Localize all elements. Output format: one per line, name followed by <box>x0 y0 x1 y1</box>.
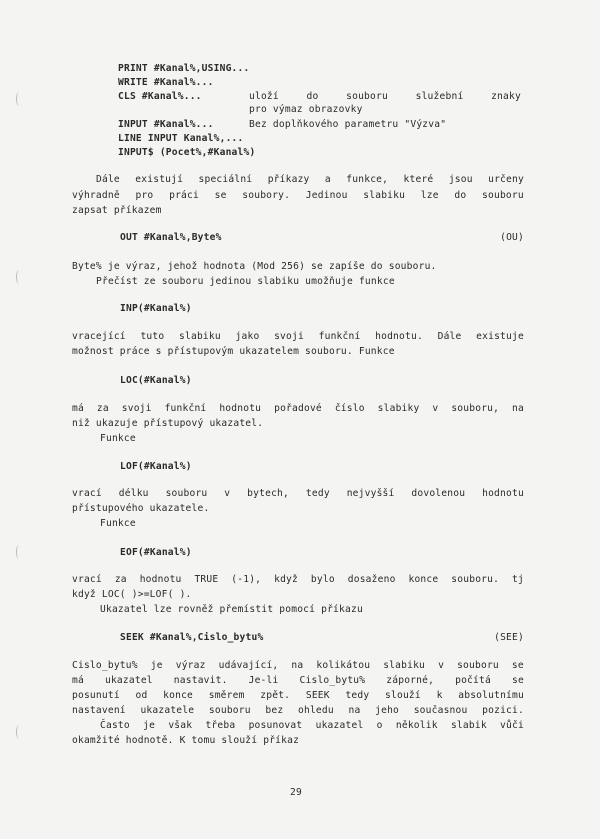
word: znaky <box>491 91 521 102</box>
word: na <box>348 705 361 716</box>
paragraph-line <box>72 675 524 687</box>
word: které <box>403 174 434 185</box>
word: souboru. <box>451 574 500 585</box>
word: vůči <box>500 720 524 731</box>
paragraph-line <box>100 720 524 732</box>
word: za <box>114 574 127 585</box>
code-description: Bez doplňkového parametru "Výzva" <box>249 119 447 130</box>
code-line: INPUT #Kanal%... <box>118 119 214 130</box>
word: SEEK <box>305 690 330 701</box>
paragraph-line <box>72 660 524 672</box>
word: jeho <box>375 705 400 716</box>
word: se <box>511 675 524 686</box>
word: nastavení <box>72 705 126 716</box>
word: pozici. <box>482 705 524 716</box>
word: hodnotu <box>219 403 262 414</box>
word: slouží <box>385 690 421 701</box>
word: jsou <box>448 174 473 185</box>
word: existuje <box>476 331 524 342</box>
page-number: 29 <box>290 787 302 798</box>
word: slabiku <box>363 190 406 201</box>
paragraph-line <box>72 690 524 702</box>
code-line: WRITE #Kanal%... <box>118 77 214 88</box>
paragraph-line <box>72 403 524 415</box>
word: uloží <box>249 91 279 102</box>
word: číslo <box>334 403 365 414</box>
paragraph-line <box>72 331 524 343</box>
word: záporné, <box>386 675 435 686</box>
function-loc: LOC(#Kanal%) <box>120 375 192 386</box>
word: současnou <box>413 705 468 716</box>
word: v <box>438 660 445 671</box>
code-line: LINE INPUT Kanal%,... <box>118 133 244 144</box>
binder-hole-mark <box>16 270 22 284</box>
command-tag-seek: (SEE) <box>494 632 524 643</box>
code-line: INPUT$ (Pocet%,#Kanal%) <box>118 147 256 158</box>
word: posunutí <box>72 690 120 701</box>
word: bylo <box>310 574 335 585</box>
word: Cislo_bytu% <box>72 660 138 671</box>
word: o <box>376 720 383 731</box>
word: bytech, <box>247 488 290 499</box>
command-out: OUT #Kanal%,Byte% <box>120 232 222 243</box>
word: tj <box>512 574 524 585</box>
word: a <box>324 174 331 185</box>
word: několik <box>395 720 438 731</box>
word: souboru <box>208 705 251 716</box>
word: souboru, <box>451 403 500 414</box>
word: pořadové <box>274 403 322 414</box>
word: hodnotu. <box>375 331 423 342</box>
code-line: CLS #Kanal%... <box>118 91 202 102</box>
paragraph-line: Přečíst ze souboru jedinou slabiku umožňuje funkce <box>96 276 395 287</box>
word: Je-li <box>248 675 279 686</box>
paragraph-line <box>72 190 524 202</box>
word: hodnotu <box>139 574 182 585</box>
word: má <box>72 403 84 414</box>
word: k <box>436 690 443 701</box>
word: za <box>96 403 109 414</box>
word: Dále <box>437 331 462 342</box>
word: v <box>224 488 231 499</box>
paragraph-line: zapsat příkazem <box>72 205 162 216</box>
word: posunovat <box>248 720 303 731</box>
word: soubory. <box>242 190 291 201</box>
paragraph-line: Byte% je výraz, jehož hodnota (Mod 256) se zapíše do souboru. <box>72 261 437 272</box>
word: funkční <box>318 331 361 342</box>
word: vracející <box>72 331 126 342</box>
word: je <box>150 660 163 671</box>
paragraph-line: když LOC( )>=LOF( ). <box>72 589 192 600</box>
word: tuto <box>140 331 165 342</box>
command-seek: SEEK #Kanal%,Cislo_bytu% <box>120 632 264 643</box>
word: určeny <box>488 174 524 185</box>
word: tedy <box>305 488 330 499</box>
function-lof: LOF(#Kanal%) <box>120 461 192 472</box>
word: nastavit. <box>173 675 228 686</box>
code-line: PRINT #Kanal%,USING... <box>118 63 250 74</box>
word: služební <box>415 91 464 102</box>
word: lze <box>420 190 439 201</box>
word: TRUE <box>194 574 219 585</box>
binder-hole-mark <box>16 92 22 106</box>
code-description <box>249 91 521 103</box>
word: svoji <box>274 331 304 342</box>
word: slabiky <box>377 403 420 414</box>
paragraph-line <box>72 574 524 586</box>
word: vrací <box>72 488 102 499</box>
word: bez <box>265 705 284 716</box>
command-tag-out: (OU) <box>500 232 524 243</box>
word: v <box>432 403 439 414</box>
binder-hole-mark <box>16 725 22 739</box>
word: Cislo_bytu% <box>299 675 366 686</box>
paragraph-line: možnost práce s přístupovým ukazatelem souboru. Funkce <box>72 346 395 357</box>
word: ukazatele <box>140 705 195 716</box>
word: Často <box>100 720 130 731</box>
word: konce <box>408 574 439 585</box>
paragraph-line <box>72 488 524 500</box>
word: souboru <box>165 488 208 499</box>
word: třeba <box>205 720 236 731</box>
word: kolikátou <box>316 660 371 671</box>
word: jako <box>235 331 260 342</box>
word: ukazatel <box>104 675 153 686</box>
word: směrem <box>208 690 245 701</box>
word: vrací <box>72 574 102 585</box>
word: (-1), <box>231 574 262 585</box>
word: zpět. <box>260 690 291 701</box>
word: ukazatel <box>315 720 364 731</box>
paragraph-line: Funkce <box>100 433 136 444</box>
word: absolutnímu <box>458 690 524 701</box>
binder-hole-mark <box>16 545 22 559</box>
word: dosaženo <box>347 574 396 585</box>
word: Dále <box>96 174 120 185</box>
word: však <box>168 720 193 731</box>
word: na <box>512 403 524 414</box>
word: slabik <box>450 720 487 731</box>
word: Jedinou <box>305 190 348 201</box>
word: dovolenou <box>411 488 466 499</box>
word: výhradně <box>72 190 120 201</box>
word: výraz <box>175 660 206 671</box>
word: se <box>511 660 524 671</box>
word: od <box>135 690 148 701</box>
function-inp: INP(#Kanal%) <box>120 303 192 314</box>
word: má <box>72 675 84 686</box>
word: souboru <box>457 660 499 671</box>
paragraph-line <box>72 705 524 717</box>
word: počítá <box>455 675 491 686</box>
word: souboru <box>482 190 524 201</box>
paragraph-line: Funkce <box>100 518 136 529</box>
word: se <box>214 190 227 201</box>
paragraph-line: okamžité hodnotě. K tomu slouží příkaz <box>72 735 300 746</box>
word: udávající, <box>218 660 279 671</box>
word: funkce, <box>346 174 389 185</box>
word: funkční <box>164 403 207 414</box>
paragraph-line: Ukazatel lze rovněž přemístit pomocí příkazu <box>100 604 363 615</box>
word: do <box>454 190 467 201</box>
word: speciální <box>198 174 253 185</box>
word: nejvyšší <box>346 488 395 499</box>
paragraph-line <box>96 174 524 186</box>
word: ohledu <box>298 705 334 716</box>
word: na <box>291 660 304 671</box>
word: práci <box>169 190 199 201</box>
word: délku <box>118 488 149 499</box>
word: souboru <box>346 91 388 102</box>
word: hodnotu <box>482 488 524 499</box>
word: slabiku <box>179 331 221 342</box>
word: existují <box>135 174 184 185</box>
paragraph-line: niž ukazuje přístupový ukazatel. <box>72 418 264 429</box>
word: do <box>306 91 319 102</box>
word: slabiku <box>383 660 426 671</box>
word: příkazy <box>267 174 310 185</box>
function-eof: EOF(#Kanal%) <box>120 547 192 558</box>
paragraph-line: přístupového ukazatele. <box>72 503 210 514</box>
code-description: pro výmaz obrazovky <box>249 104 363 115</box>
word: je <box>143 720 156 731</box>
word: pro <box>135 190 154 201</box>
word: tedy <box>345 690 370 701</box>
word: když <box>274 574 298 585</box>
word: konce <box>163 690 194 701</box>
word: svoji <box>121 403 152 414</box>
